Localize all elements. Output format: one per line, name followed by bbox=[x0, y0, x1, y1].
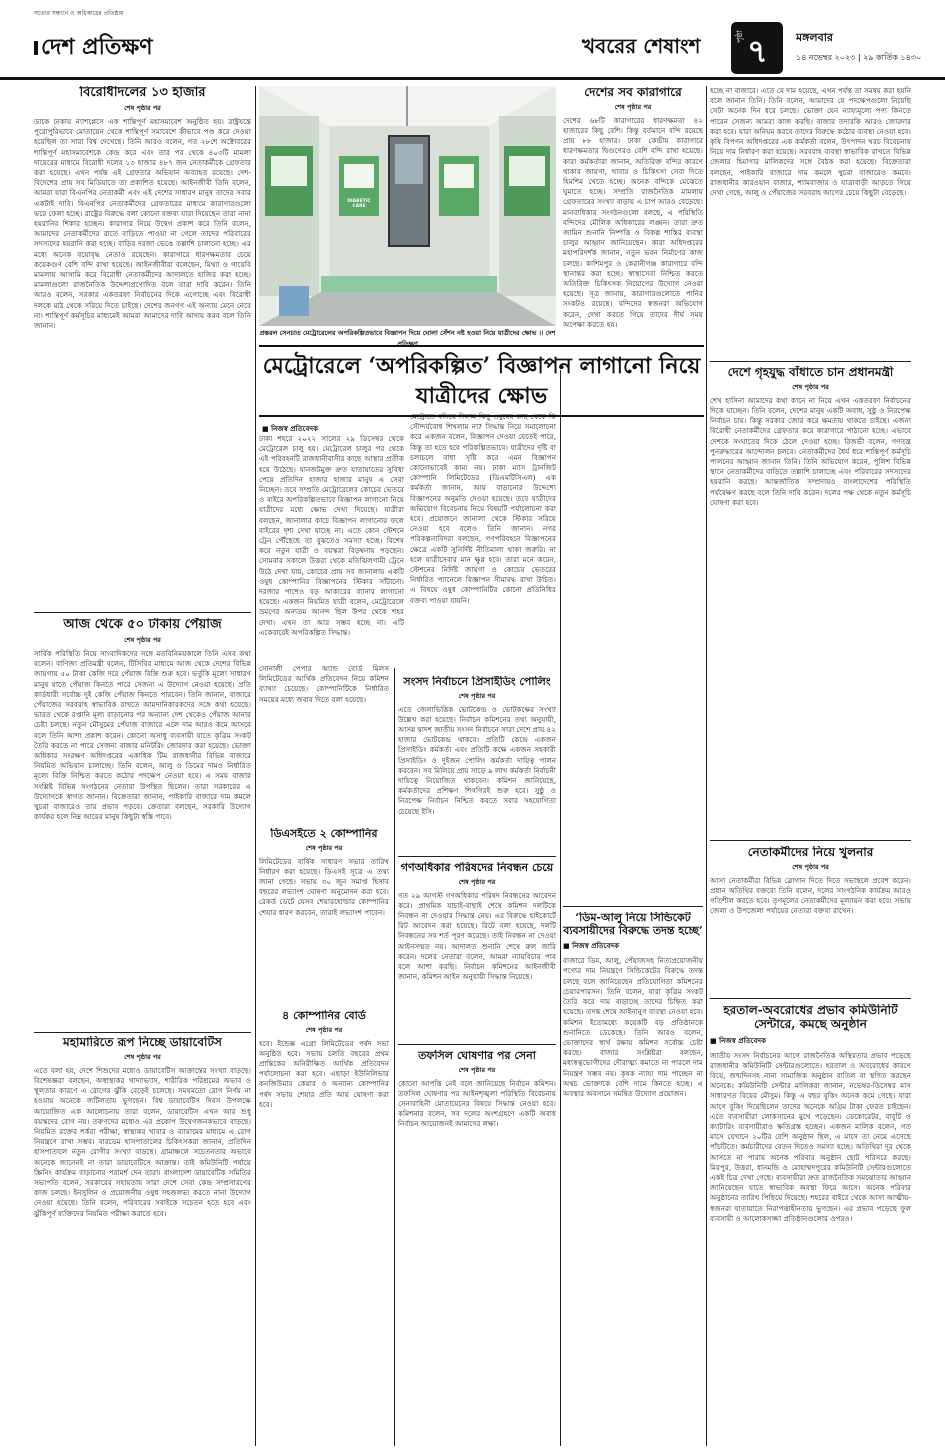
column-divider bbox=[706, 86, 707, 1446]
article-sonali-paper: সোনালী পেপার অ্যান্ড বোর্ড মিলস লিমিটেডের আর্থিক প্রতিবেদন নিয়ে কমিশন ব্যাখ্যা চেয়েছে। কোম্পানিটিকে নির্ধারিত সময়ের মধ্যে জবাব দিতে বলা হয়েছে। bbox=[259, 664, 389, 704]
article-headline: ডিএসইতে ২ কোম্পানির bbox=[270, 828, 378, 840]
article-polling-officers bbox=[398, 676, 556, 854]
article-byline: শেষ পৃষ্ঠার পর bbox=[792, 862, 829, 871]
article-egg-potato-syndicate bbox=[563, 912, 703, 1446]
article-body: সার্বিক পরিস্থিতি নিয়ে সাংবাদিকদের সঙ্গে মতবিনিময়কালে তিনি এসব কথা বলেন। বাণিজ্য প্রতিমন্ত্রী বলেন, টিসিবির মাধ্যমে আজ থেকে দেশের বিভিন্ন জায়গায় ৫০ টাকা কেজি দরে পেঁয়াজ বিক্রি শুরু হবে। ভর্তুকি মূল্যে সাধারণ মানুষ যাতে পেঁয়াজ কিনতে পারে সেজন্য এ উদ্যোগ নেওয়া হয়েছে। প্রতি কার্ডধারী সর্বোচ্চ দুই কেজি পেঁয়াজ কিনতে পারবেন। তিনি জানান, বাজারে পেঁয়াজের সরবরাহ স্বাভাবিক রাখতে আমদানিকারকদের সঙ্গে কথা হয়েছে। ভারত থেকে রপ্তানি মূল্য বাড়ানোর পর অন্যান্য দেশ থেকেও পেঁয়াজ আনার চেষ্টা চলছে। নতুন মৌসুমের পেঁয়াজ বাজারে এলে দাম আরও কমে আসবে বলে তিনি আশা প্রকাশ করেন। কোনো অসাধু ব্যবসায়ী যাতে কৃত্রিম সংকট তৈরি করতে না পারে সেজন্য বাজার মনিটরিং জোরদার করা হয়েছে। ভোক্তা অধিকার সংরক্ষণ অধিদপ্তরের একাধিক টিম রাজধানীর বিভিন্ন বাজারে নিয়মিত অভিযান চালাচ্ছে। তিনি বলেন, আলু ও ডিমের দামও নির্ধারিত মূল্যে বিক্রি নিশ্চিত করতে কঠোর পদক্ষেপ নেওয়া হবে। এ সময় বাজার সংশ্লিষ্ট বিভিন্ন সংগঠনের নেতারা উপস্থিত ছিলেন। তারা সরকারের এ উদ্যোগকে স্বাগত জানান। বিক্রেতারা জানান, পাইকারি বাজারে দাম কমলে খুচরা বাজারেও তার প্রভাব পড়বে। ক্রেতারা বলছেন, সরকারি উদ্যোগ কার্যকর হলে নিম্ন আয়ের মানুষ কিছুটা স্বস্তি পাবে। bbox=[34, 648, 251, 822]
article-body: এতে বলা হয়, দেশে শিশুদের মধ্যেও ডায়াবেটিস আক্রান্তের সংখ্যা বাড়ছে। বিশেষজ্ঞরা বলছেন, অস্বাস্থ্যকর খাদ্যাভ্যাস, শারীরিক পরিশ্রমের অভাব ও স্থূলতার কারণে এ রোগের ঝুঁকি বেড়েই চলেছে। সময়মতো রোগ নির্ণয় না হওয়ায় অনেকে জটিলতায় ভুগছেন। বিশ্ব ডায়াবেটিস দিবস উপলক্ষে আয়োজিত এক আলোচনায় তারা বলেন, ডায়াবেটিস এখন আর শুধু বয়স্কদের রোগ নয়। তরুণদের মধ্যেও এর প্রকোপ উদ্বেগজনকভাবে বাড়ছে। নিয়মিত রক্তের শর্করা পরীক্ষা, স্বাস্থ্যকর খাবার ও ব্যায়ামের মাধ্যমে এ রোগ নিয়ন্ত্রণে রাখা সম্ভব। বারডেম হাসপাতালের চিকিৎসকরা জানান, প্রতিদিন হাসপাতালে নতুন রোগীর সংখ্যা বাড়ছে। গ্রামাঞ্চলে সচেতনতার অভাবে অনেকে জানেনই না তারা ডায়াবেটিসে আক্রান্ত। তাই কমিউনিটি পর্যায়ে স্ক্রিনিং কার্যক্রম বাড়ানোর পরামর্শ দেন তারা। বাংলাদেশ ডায়াবেটিক সমিতির সভাপতি বলেন, সরকারের সহায়তায় সারা দেশে সেবা কেন্দ্র সম্প্রসারণের কাজ চলছে। ইনসুলিন ও প্রয়োজনীয় ওষুধ সহজলভ্য করতে নানা উদ্যোগ নেওয়া হয়েছে। তিনি বলেন, পরিবারের সবাইকে সচেতন হতে হবে এবং ঝুঁকিপূর্ণ ব্যক্তিদের নিয়মিত পরীক্ষা করাতে হবে। bbox=[34, 1065, 251, 1218]
article-divider bbox=[710, 361, 911, 362]
issue-date: ১৪ নভেম্বর ২০২৩ | ২৯ কার্তিক ১৪৩০ bbox=[796, 53, 922, 62]
column-divider bbox=[560, 370, 561, 1446]
metro-photo-illustration bbox=[259, 86, 556, 326]
article-headline: ৪ কোম্পানির বোর্ড bbox=[282, 1010, 366, 1022]
masthead-tagline: সত্যের সন্ধানে ও অধিকারের প্রতিষ্ঠায় bbox=[34, 10, 124, 17]
article-byline-text: নিজস্ব প্রতিবেদক bbox=[572, 942, 619, 951]
article-four-companies-board bbox=[259, 1010, 389, 1446]
article-divider bbox=[398, 856, 556, 857]
article-divider bbox=[710, 998, 911, 999]
metro-interior-photo bbox=[259, 86, 556, 326]
page-word: পৃষ্ঠা bbox=[735, 30, 744, 43]
article-headline: গণঅধিকার পরিষদের নিবন্ধন চেয়ে bbox=[400, 862, 554, 874]
column-divider bbox=[255, 86, 256, 1446]
article-headline: আজ থেকে ৫০ টাকায় পেঁয়াজ bbox=[63, 618, 222, 632]
article-body: গত ২৯ আগস্ট গণঅধিকার পরিষদ নিবন্ধনের আবেদন করে। প্রাথমিক যাচাই-বাছাই শেষে কমিশন দলটিকে নিবন্ধন না দেওয়ার সিদ্ধান্ত নেয়। এর বিরুদ্ধে হাইকোর্টে রিট আবেদন করা হয়েছে। রিটে বলা হয়েছে, দলটি নিবন্ধনের সব শর্ত পূরণ করেছে। তাই নিবন্ধন না দেওয়া আইনসম্মত নয়। আদালত শুনানি শেষে রুল জারি করেন। দলের নেতারা বলেন, আমরা ন্যায়বিচার পাব বলে আশা করছি। নির্বাচন কমিশনের আইনজীবী জানান, কমিশন আইন অনুযায়ী সিদ্ধান্ত নিয়েছে। bbox=[398, 890, 556, 982]
article-byline: শেষ পৃষ্ঠার পর bbox=[614, 102, 652, 111]
article-dse-two-companies bbox=[259, 828, 389, 1006]
article-body: ডাকে ঢাকায় ন্যাশপ্লেসে এক শান্তিপূর্ণ মহাসমাবেশ অনুষ্ঠিত হয়। রাষ্ট্রযন্ত্রে পুরোপুরিভাবে মোতায়েন থেকে শান্তিপূর্ণ সমাবেশে কীভাবে পণ্ড করে দেওয়া হয়েছিল তা সারা বিশ্ব দেখেছে। তিনি আরও বলেন, গত ২৮শে অক্টোবরের শান্তিপূর্ণ মহাসমাবেশকে কেন্দ্র করে এবং তার পর থেকে ৪০৩টি মামলা দায়েরের মাধ্যমে বিরোধী দলের ১৩ হাজার ৪৮৭ জন নেতাকর্মীকে গ্রেফতার করা হয়েছে। এখন পর্যন্ত এই গ্রেফতার অভিযান অব্যাহত রয়েছে। দেশ-বিদেশের প্রায় সব মিডিয়াতে তা প্রকাশিত হয়েছে। আইনজীবী তিনি বলেন, আমরা যারা বিএনপির নেতাকর্মী এবং এই দেশের সাধারণ মানুষ তাদের সবার একটাই দাবি। বিএনপির নেতাকর্মীদের গ্রেফতারের মাধ্যমে কারাগারগুলো ভরে ফেলা হচ্ছে। রাষ্ট্রের বিরুদ্ধে বলা কোনো বক্তব্য যারা দিয়েছেন তারা নানা হয়রানির শিকার হচ্ছেন। কারাগার নিয়ে উদ্বেগ প্রকাশ করে তিনি বলেন, আমাদের নেতাকর্মীদের রাতে বাড়িতে পাওয়া না গেলে তাদের পরিবারের সদস্যদের হয়রানি করা হচ্ছে। বাড়ির দরজা ভেঙে তল্লাশি চালানো হচ্ছে। এর মধ্যে অনেক বয়োবৃদ্ধ নেতাও রয়েছেন। কারাগারে ধারণক্ষমতার চেয়ে কয়েকগুণ বেশি বন্দি রাখা হয়েছে। আইনজীবীরা বলেছেন, মিথ্যা ও গায়েবি মামলায় আসামি করে বিরোধী নেতাকর্মীদের আদালতে হাজির করা হচ্ছে। মামলাগুলো রাজনৈতিক উদ্দেশ্যপ্রণোদিত বলে তারা দাবি করেন। তিনি আরও বলেন, সরকার একতরফা নির্বাচনের দিকে এগোচ্ছে এবং বিরোধী দলকে মাঠ থেকে সরিয়ে দিতে চাইছে। দেশের জনগণ এই অন্যায় মেনে নেবে না। শান্তিপূর্ণ কর্মসূচির মাধ্যমেই আমরা আমাদের দাবি আদায় করব বলে তিনি জানান। bbox=[34, 116, 251, 330]
article-body: কোনো আপত্তি নেই বলে জানিয়েছে নির্বাচন কমিশন। তফসিল ঘোষণার পর আইনশৃঙ্খলা পরিস্থিতি বিবেচনায় সেনাবাহিনী মোতায়েনের বিষয়ে সিদ্ধান্ত নেওয়া হবে। কমিশনার বলেন, সব দলের অংশগ্রহণে একটি অবাধ নির্বাচন আয়োজনই আমাদের লক্ষ্য। bbox=[398, 1078, 556, 1129]
article-community-centers bbox=[710, 1004, 911, 1446]
article-headline: দেশে গৃহযুদ্ধ বাঁধাতে চান প্রধানমন্ত্রী bbox=[727, 366, 894, 379]
section-title: খবরের শেষাংশ bbox=[582, 34, 701, 58]
article-headline: বিরোধীদলের ১৩ হাজার bbox=[79, 86, 206, 100]
article-byline: শেষ পৃষ্ঠার পর bbox=[124, 635, 161, 644]
article-headline: তফসিল ঘোষণার পর সেনা bbox=[418, 1050, 536, 1062]
article-byline: শেষ পৃষ্ঠার পর bbox=[124, 1052, 161, 1061]
article-onion-price bbox=[34, 618, 251, 1028]
article-byline: শেষ পৃষ্ঠার পর bbox=[458, 877, 496, 886]
article-market-continuation: হচ্ছে না বাজারে। এতে যে দাম হয়েছে, এখন পর্যন্ত তা সমন্বয় করা হয়নি বলে জানান তিনি। তিনি বলেন, আমাদের যে পদক্ষেপগুলো নিয়েছি সেটা অনেক দিন ধরে চলছে। ভোক্তা যেন ন্যায্যমূল্যে পণ্য কিনতে পারেন সেজন্য আমরা কাজ করছি। বাজার তদারকি আরও জোরদার করা হবে। যারা অনিয়ম করবে তাদের বিরুদ্ধে কঠোর ব্যবস্থা নেওয়া হবে। কৃষি বিপণন অধিদপ্তরের এক কর্মকর্তা বলেন, উৎপাদন খরচ বিবেচনায় নিয়ে দাম নির্ধারণ করা হয়েছে। সরবরাহ ব্যবস্থা স্বাভাবিক রাখতে বিভিন্ন জেলার হিমাগার মালিকদের সঙ্গে বৈঠক করা হয়েছে। বিক্রেতারা বলছেন, পাইকারি বাজারে দাম কমলে খুচরা বাজারেও কমবে। রাজধানীর কারওয়ান বাজার, শ্যামবাজার ও যাত্রাবাড়ী আড়তে গিয়ে দেখা গেছে, আলু ও পেঁয়াজের সরবরাহ আগের চেয়ে কিছুটা বেড়েছে। bbox=[710, 86, 911, 198]
lead-body-col1: ঢাকা শহরে ২০২২ সালের ২৯ ডিসেম্বর থেকে মেট্রোরেল চালু হয়। মেট্রোরেল চালুর পর থেকে এই পরিবহনটি রাজধানীবাসীর কাছে আস্থার প্রতীক হয়ে উঠেছে। যানজটমুক্ত দ্রুত যাতায়াতের সুবিধা পেয়ে প্রতিদিন হাজার হাজার মানুষ এ সেবা নিচ্ছেন। তবে সম্প্রতি মেট্রোরেলের কোচের ভেতরে ও বাইরে অপরিকল্পিতভাবে বিজ্ঞাপন লাগানো নিয়ে যাত্রীদের মধ্যে ক্ষোভ দেখা দিয়েছে। যাত্রীরা বলছেন, জানালার কাচে বিজ্ঞাপন লাগানোর ফলে বাইরের দৃশ্য দেখা যাচ্ছে না। এতে কোন স্টেশনে ট্রেন পৌঁছেছে তা বুঝতেও সমস্যা হচ্ছে। বিশেষ করে নতুন যাত্রী ও বয়স্করা বিড়ম্বনায় পড়ছেন। সোমবার সকালে উত্তরা থেকে মতিঝিলগামী ট্রেনে উঠে দেখা যায়, কোচের প্রায় সব জানালায় একটি ওষুধ কোম্পানির বিজ্ঞাপনের স্টিকার সাঁটানো। দরজার পাশেও বড় আকারের ব্যানার লাগানো হয়েছে। একজন নিয়মিত যাত্রী বলেন, মেট্রোরেলে ভ্রমণের অন্যতম আনন্দ ছিল উপর থেকে শহর দেখা। এখন তা আর সম্ভব হচ্ছে না। এটি একেবারেই অপরিকল্পিত সিদ্ধান্ত। bbox=[259, 434, 404, 637]
lead-headline: মেট্রোরেলে ‘অপরিকল্পিত’ বিজ্ঞাপন লাগানো নিয়ে যাত্রীদের ক্ষোভ bbox=[259, 345, 704, 417]
masthead bbox=[0, 0, 945, 80]
article-body: জাতীয় সংসদ নির্বাচনের আগে রাজনৈতিক অস্থিরতার প্রভাব পড়েছে রাজধানীর কমিউনিটি সেন্টারগুলোতে। হরতাল ও অবরোধের কারণে বিয়ে, জন্মদিনসহ নানা সামাজিক অনুষ্ঠান বাতিল বা স্থগিত করছেন অনেকে। কমিউনিটি সেন্টার মালিকরা জানান, নভেম্বর-ডিসেম্বর মাস সাধারণত বিয়ের মৌসুম। কিন্তু এ বছর বুকিং অনেক কমে গেছে। যারা আগে বুকিং দিয়েছিলেন তাদের অনেকে অগ্রিম টাকা ফেরত চাইছেন। এতে ব্যবসায়ীরা লোকসানের মুখে পড়েছেন। ডেকোরেটর, বাবুর্চি ও ক্যাটারিং ব্যবসায়ীরাও ক্ষতিগ্রস্ত হচ্ছেন। একজন মালিক বলেন, গত মাসে যেখানে ২০টির বেশি অনুষ্ঠান ছিল, এ মাসে তা নেমে এসেছে পাঁচটিতে। কর্মচারীদের বেতন দিতেও সমস্যা হচ্ছে। অতিথিরা দূর থেকে আসতে না পারায় অনেক পরিবার অনুষ্ঠান ছোট পরিসরে করছে। মিরপুর, উত্তরা, ধানমন্ডি ও মোহাম্মদপুরের কমিউনিটি সেন্টারগুলোতে একই চিত্র দেখা গেছে। ব্যবসায়ীরা দ্রুত রাজনৈতিক সমঝোতার আহ্বান জানিয়েছেন যাতে স্বাভাবিক অবস্থা ফিরে আসে। অনেক পরিবার অনুষ্ঠানের তারিখ পিছিয়ে দিয়েছে। শহরের বাইরে থেকে আসা আত্মীয়-স্বজনরা যাতায়াতে নিরাপত্তাহীনতায় ভুগছেন। এর প্রভাব পড়েছে ফুল ব্যবসায়ী ও আলোকসজ্জা প্রতিষ্ঠানগুলোর ওপরও। bbox=[710, 1050, 911, 1223]
article-byline: শেষ পৃষ্ঠার পর bbox=[792, 382, 829, 391]
article-divider bbox=[710, 840, 911, 841]
article-schedule-army bbox=[398, 1050, 556, 1446]
article-byline: ■ নিজস্ব প্রতিবেদক bbox=[710, 1036, 766, 1045]
newspaper-logo bbox=[34, 30, 153, 67]
column-divider bbox=[394, 668, 395, 1446]
article-byline: শেষ পৃষ্ঠার পর bbox=[305, 843, 343, 852]
article-headline: সংসদ নির্বাচনে প্রিসাইডিং পোলিং bbox=[403, 676, 551, 688]
article-byline: শেষ পৃষ্ঠার পর bbox=[458, 691, 496, 700]
article-headline: নেতাকর্মীদের নিয়ে খুলনার bbox=[747, 846, 874, 859]
article-body: দেশের ৬৮টি কারাগারের ধারণক্ষমতা ৪২ হাজারের কিছু বেশি। কিন্তু বর্তমানে বন্দি রয়েছে প্রায় ৮৮ হাজার। ঢাকা কেন্দ্রীয় কারাগারে ধারণক্ষমতার দ্বিগুণেরও বেশি বন্দি রাখা হয়েছে। কারা কর্মকর্তারা জানান, অতিরিক্ত বন্দির কারণে থাকার জায়গা, খাবার ও চিকিৎসা সেবা দিতে হিমশিম খেতে হচ্ছে। অনেক বন্দিকে মেঝেতে ঘুমাতে হচ্ছে। সম্প্রতি রাজনৈতিক মামলায় গ্রেফতারের সংখ্যা বাড়ায় এ চাপ আরও বেড়েছে। মানবাধিকার সংগঠনগুলো বলছে, এ পরিস্থিতি বন্দিদের মৌলিক অধিকারের লঙ্ঘন। তারা দ্রুত জামিন শুনানি নিষ্পত্তি ও বিকল্প শাস্তির ব্যবস্থা চালুর আহ্বান জানিয়েছেন। কারা অধিদপ্তরের মহাপরিদর্শক জানান, নতুন ভবন নির্মাণের কাজ চলছে। কাশিমপুর ও কেরানীগঞ্জ কারাগারে বন্দি স্থানান্তর করা হচ্ছে। স্বাস্থ্যসেবা নিশ্চিত করতে অতিরিক্ত চিকিৎসক নিয়োগের উদ্যোগ নেওয়া হয়েছে। সূত্র জানায়, কারাগারগুলোতে পানির সংকটও রয়েছে। বন্দিদের স্বজনরা অভিযোগ করেন, দেখা করতে গিয়ে তাদের দীর্ঘ সময় অপেক্ষা করতে হয়। bbox=[563, 115, 703, 329]
lead-byline: ■ নিজস্ব প্রতিবেদক bbox=[262, 425, 318, 433]
article-body: বাজারে ডিম, আলু, পেঁয়াজসহ নিত্যপ্রয়োজনীয় পণ্যের দাম নিয়ন্ত্রণে সিন্ডিকেটের বিরুদ্ধে তদন্ত চলছে বলে জানিয়েছেন প্রতিযোগিতা কমিশনের চেয়ারপারসন। তিনি বলেন, যারা কৃত্রিম সংকট তৈরি করে দাম বাড়াচ্ছে তাদের চিহ্নিত করা হয়েছে। তদন্ত শেষে আইনানুগ ব্যবস্থা নেওয়া হবে। কমিশন ইতোমধ্যে কয়েকটি বড় প্রতিষ্ঠানকে শুনানিতে ডেকেছে। তিনি আরও বলেন, ভোক্তাদের স্বার্থ রক্ষায় কমিশন সর্বোচ্চ চেষ্টা করছে। বাজার সংশ্লিষ্টরা বলছেন, মধ্যস্বত্বভোগীদের দৌরাত্ম্য কমাতে না পারলে দাম নিয়ন্ত্রণ সম্ভব নয়। কৃষক ন্যায্য দাম পাচ্ছেন না অথচ ভোক্তাকে বেশি দামে কিনতে হচ্ছে। এ অবস্থার অবসানে সমন্বিত উদ্যোগ প্রয়োজন। bbox=[563, 956, 703, 1098]
article-civil-war bbox=[710, 366, 911, 836]
ad-sticker-label: DIABETIC CARE bbox=[347, 199, 371, 209]
article-headline: মহামারিতে রূপ নিচ্ছে ডায়াবেটিস bbox=[63, 1036, 222, 1049]
article-headline: দেশের সব কারাগারে bbox=[584, 86, 682, 99]
logo-text: দেশ প্রতিক্ষণ bbox=[41, 34, 153, 60]
photo-caption: প্রস্তরল সেনচাত মেট্রোরেলের অপরিকল্পিতভাবে বিজ্ঞাপন দিয়ে ঘোলা সেঁশন নষ্ট হওয়া নিয়ে যাত্রীদের ক্ষোভ ।। দেশ প্রতিক্ষণ bbox=[259, 329, 556, 348]
article-byline: শেষ পৃষ্ঠার পর bbox=[305, 1025, 343, 1034]
article-headline: ‘ডিম-আলু নিয়ে সিন্ডিকেট ব্যবসায়ীদের বিরুদ্ধে তদন্ত হচ্ছে’ bbox=[563, 912, 703, 937]
article-body: এতে জেলাভিত্তিক ভোটকেন্দ্র ও ভোটকক্ষের সংখ্যা উল্লেখ করা হয়েছে। নির্বাচন কমিশনের তথ্য অনুযায়ী, আসন্ন দ্বাদশ জাতীয় সংসদ নির্বাচনে সারা দেশে প্রায় ৪২ হাজার ভোটকেন্দ্র থাকবে। প্রতিটি কেন্দ্রে একজন প্রিসাইডিং কর্মকর্তা এবং প্রতিটি কক্ষে একজন সহকারী প্রিসাইডিং ও দুইজন পোলিং কর্মকর্তা দায়িত্ব পালন করবেন। সব মিলিয়ে প্রায় সাড়ে ৯ লাখ কর্মকর্তা নির্বাচনী দায়িত্বে নিয়োজিত থাকবেন। কমিশন জানিয়েছে, কর্মকর্তাদের প্রশিক্ষণ শিগগিরই শুরু হবে। সুষ্ঠু ও নিরপেক্ষ নির্বাচন নিশ্চিত করতে সবার সহযোগিতা চেয়েছে ইসি। bbox=[398, 704, 556, 816]
page-number: ৭ bbox=[747, 32, 768, 70]
article-divider bbox=[563, 906, 703, 907]
logo-mark-icon bbox=[34, 41, 38, 55]
article-byline: ■ নিজস্ব প্রতিবেদক bbox=[563, 942, 619, 951]
article-khulna-leaders bbox=[710, 846, 911, 994]
article-divider bbox=[34, 1032, 251, 1033]
lead-body-col2: মেট্রোতে বসিয়ে দিলাম কিছু ওষুধের কাছ থেকে কি সৌন্দর্যবোধ শিখলাম না? সিদ্ধান্ত নিয়ে সমালোচনা করে একজন বলেন, বিজ্ঞাপন দেওয়া যেতেই পারে, কিন্তু তা হতে হবে পরিকল্পিতভাবে। যাত্রীদের দৃষ্টি বা চলাচলে বাধা সৃষ্টি করে এমন বিজ্ঞাপন কোনোভাবেই কাম্য নয়। ঢাকা ম্যাস ট্রানজিট কোম্পানি লিমিটেডের (ডিএমটিসিএল) এক কর্মকর্তা জানান, আয় বাড়ানোর উদ্দেশ্যে বিজ্ঞাপনের অনুমতি দেওয়া হয়েছে। তবে যাত্রীদের অভিযোগ বিবেচনায় নিয়ে বিষয়টি পর্যালোচনা করা হবে। প্রয়োজনে জানালা থেকে স্টিকার সরিয়ে নেওয়া হবে বলেও তিনি জানান। নগর পরিকল্পনাবিদরা বলছেন, গণপরিবহনে বিজ্ঞাপনের ক্ষেত্রে একটি সুনির্দিষ্ট নীতিমালা থাকা জরুরি। না হলে যাত্রীসেবার মান ক্ষুণ্ণ হবে। তারা মনে করেন, স্টেশনের নির্দিষ্ট জায়গা ও কোচের ভেতরের নির্ধারিত প্যানেলে বিজ্ঞাপন সীমাবদ্ধ রাখা উচিত। এ বিষয়ে ওষুধ কোম্পানিটির কোনো প্রতিনিধির বক্তব্য পাওয়া যায়নি। bbox=[410, 412, 556, 605]
article-byline: শেষ পৃষ্ঠার পর bbox=[458, 1065, 496, 1074]
article-body: আসা নেতাকর্মীরা বিভিন্ন স্লোগান দিতে দিতে সভাস্থলে প্রবেশ করেন। প্রধান অতিথির বক্তব্যে তিনি বলেন, দলের সাংগঠনিক কার্যক্রম আরও গতিশীল করতে হবে। তৃণমূলের নেতাকর্মীদের মূল্যায়ন করা হবে। সভায় জেলা ও উপজেলা পর্যায়ের নেতারা বক্তব্য রাখেন। bbox=[710, 875, 911, 916]
article-gonoodhikar-registration bbox=[398, 862, 556, 1042]
article-body: শেখ হাসিনা আমাদের কথা কানে না নিয়ে এখন একতরফা নির্বাচনের দিকে যাচ্ছেন। তিনি বলেন, দেশের মানুষ একটি অবাধ, সুষ্ঠু ও নিরপেক্ষ নির্বাচন চায়। কিন্তু সরকার জোর করে ক্ষমতায় থাকতে চাইছে। এজন্য বিরোধী নেতাকর্মীদের গ্রেফতার করে কারাগারে পাঠানো হচ্ছে। এভাবে দেশকে সংঘাতের দিকে ঠেলে দেওয়া হচ্ছে। রিজভী বলেন, গণতন্ত্র পুনরুদ্ধারের আন্দোলন চলবে। নেতাকর্মীদের ধৈর্য ধরে শান্তিপূর্ণ কর্মসূচি পালনের আহ্বান জানান তিনি। তিনি অভিযোগ করেন, পুলিশ বিভিন্ন স্থানে নেতাকর্মীদের বাড়িতে তল্লাশি চালাচ্ছে এবং পরিবারের সদস্যদের হয়রানি করছে। আন্তর্জাতিক সম্প্রদায়ও বাংলাদেশের পরিস্থিতি পর্যবেক্ষণ করছে বলে তিনি দাবি করেন। দলের পক্ষ থেকে নতুন কর্মসূচি ঘোষণা করা হবে। bbox=[710, 395, 911, 507]
article-opposition-arrests bbox=[34, 86, 251, 606]
page-number-badge bbox=[731, 22, 783, 74]
article-body: হবে। ইন্ডেক্স এগ্রো লিমিটেডের পর্ষদ সভা অনুষ্ঠিত হবে। সভায় চলতি বছরের প্রথম প্রান্তিকের অনিরীক্ষিত আর্থিক প্রতিবেদন পর্যালোচনা করা হবে। এছাড়া ইউনিলিভার কনজিউমার কেয়ার ও অন্যান্য কোম্পানির পর্ষদ সভায় শেয়ার প্রতি আয় ঘোষণা করা হবে। bbox=[259, 1038, 389, 1109]
article-byline-text: নিজস্ব প্রতিবেদক bbox=[719, 1036, 766, 1045]
article-headline: হরতাল-অবরোধের প্রভাব কমিউনিটি সেন্টারে, কমছে অনুষ্ঠান bbox=[723, 1004, 898, 1031]
lead-byline-text: নিজস্ব প্রতিবেদক bbox=[271, 425, 318, 433]
issue-day: মঙ্গলবার bbox=[796, 31, 833, 44]
article-body: লিমিটেডের বার্ষিক সাধারণ সভার তারিখ নির্ধারণ করা হয়েছে। ডিএসই সূত্রে এ তথ্য জানা গেছে। সভায় ৩০ জুন সমাপ্ত হিসাব বছরের লভ্যাংশ ঘোষণা অনুমোদন করা হবে। রেকর্ড ডেটে যেসব শেয়ারহোল্ডার কোম্পানির শেয়ার ধারণ করবেন, তারাই লভ্যাংশ পাবেন। bbox=[259, 856, 389, 917]
article-divider bbox=[398, 1044, 556, 1045]
article-prisons bbox=[563, 86, 703, 901]
article-byline: শেষ পৃষ্ঠার পর bbox=[124, 103, 161, 112]
article-divider bbox=[34, 612, 251, 613]
article-diabetes bbox=[34, 1036, 251, 1446]
